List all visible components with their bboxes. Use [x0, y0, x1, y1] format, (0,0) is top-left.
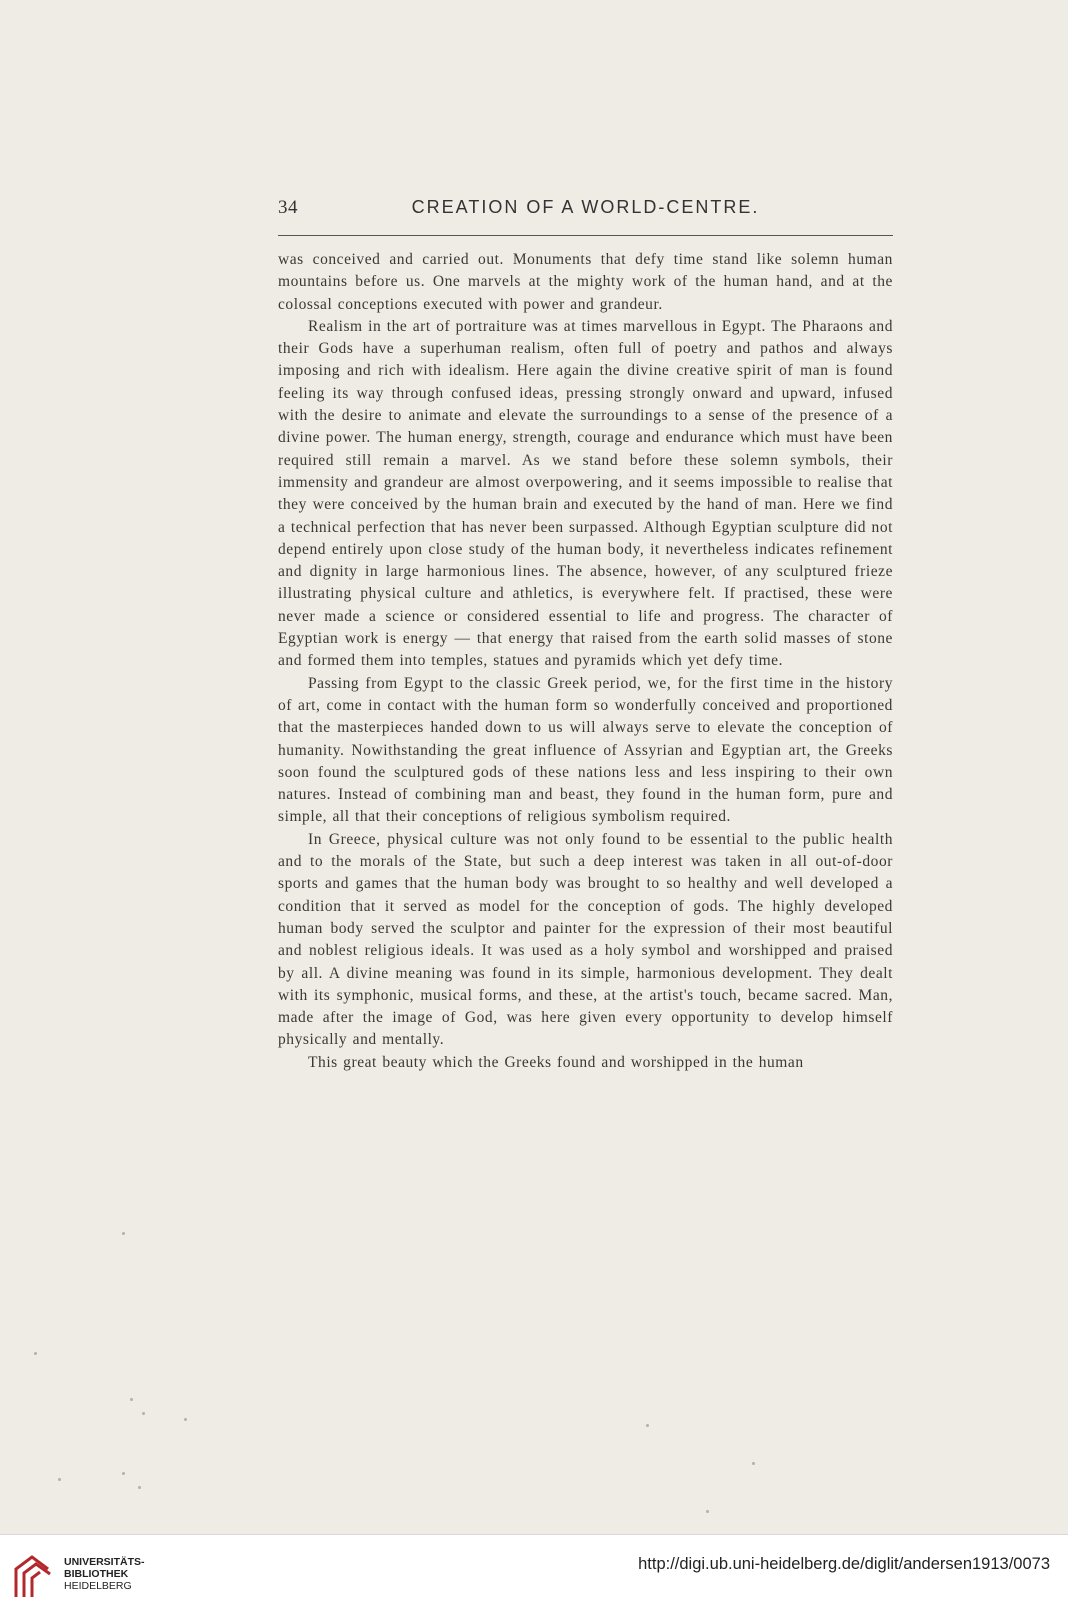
paper-speck [706, 1510, 709, 1513]
source-url-link[interactable]: http://digi.ub.uni-heidelberg.de/diglit/andersen1913/0073 [638, 1555, 1050, 1573]
paragraph: Realism in the art of portraiture was at times marvellous in Egypt. The Pharaons and their Gods have a superhuman realism, often full of poetry and pathos and always imposing and rich with idealism. Here again the divine creative spirit of man is found feeling its way through confused ideas, pressing strongly onward and upward, infused with the desire to animate and elevate the surroundings to a sense of the presence of a divine power. The human energy, strength, courage and endurance which must have been required still remain a marvel. As we stand before these solemn symbols, their immensity and grandeur are almost overpowering, and it seems impossible to realise that they were conceived by the human brain and executed by the hand of man. Here we find a technical perfection that has never been surpassed. Although Egyptian sculpture did not depend entirely upon close study of the human body, it nevertheless indicates refinement and dignity in large harmonious lines. The absence, however, of any sculptured frieze illustrating physical culture and athletics, is everywhere felt. If practised, these were never made a science or considered essential to life and progress. The character of Egyptian work is energy — that energy that raised from the earth solid masses of stone and formed them into temples, statues and pyramids which yet defy time. [278, 317, 893, 670]
paper-speck [130, 1398, 133, 1401]
body-text [278, 249, 893, 1074]
library-name-line: BIBLIOTHEK [64, 1568, 129, 1580]
paper-speck [122, 1232, 125, 1235]
paragraph: In Greece, physical culture was not only found to be essential to the public health and to the morals of the State, but such a deep interest was taken in all out-of-door sports and games that the human body was brought to so healthy and well developed a condition that it served as model for the conception of gods. The highly developed human body served the sculptor and painter for the expression of their most beautiful and noblest religious ideals. It was used as a holy symbol and worshipped and praised by all. A divine meaning was found in its simple, harmonious development. They dealt with its symphonic, musical forms, and these, at the artist's touch, became sacred. Man, made after the image of God, was here given every opportunity to develop himself physically and mentally. [278, 830, 893, 1049]
paper-speck [122, 1472, 125, 1475]
running-head-title: CREATION OF A WORLD-CENTRE. [411, 197, 760, 217]
paper-speck [58, 1478, 61, 1481]
paper-speck [34, 1352, 37, 1355]
footer-bar [0, 1534, 1068, 1615]
library-name-line: HEIDELBERG [64, 1580, 132, 1592]
library-name-line: UNIVERSITÄTS- [64, 1556, 145, 1568]
paper-speck [184, 1418, 187, 1421]
paper-speck [142, 1412, 145, 1415]
running-head [278, 197, 893, 227]
paragraph: Passing from Egypt to the classic Greek period, we, for the first time in the history of art, come in contact with the human form so wonderfully conceived and proportioned that the masterpieces handed down to us will always serve to elevate the conception of humanity. Nowithstanding the great influence of Assyrian and Egyptian art, the Greeks soon found the sculptured gods of these nations less and less inspiring to their own natures. Instead of combining man and beast, they found in the human form, pure and simple, all that their conceptions of religious symbolism required. [278, 674, 893, 826]
paragraph: This great beauty which the Greeks found and worshipped in the human [308, 1053, 804, 1071]
page-number: 34 [278, 197, 298, 218]
paper-speck [646, 1424, 649, 1427]
header-rule [278, 235, 893, 236]
paragraph: was conceived and carried out. Monuments that defy time stand like solemn human mountains before us. One marvels at the mighty work of the human hand, and at the colossal conceptions executed with power and grandeur. [278, 251, 893, 313]
library-name [64, 1556, 145, 1592]
paper-speck [138, 1486, 141, 1489]
university-library-logo-icon [10, 1551, 56, 1601]
paper-speck [752, 1462, 755, 1465]
page-content [278, 0, 893, 1534]
